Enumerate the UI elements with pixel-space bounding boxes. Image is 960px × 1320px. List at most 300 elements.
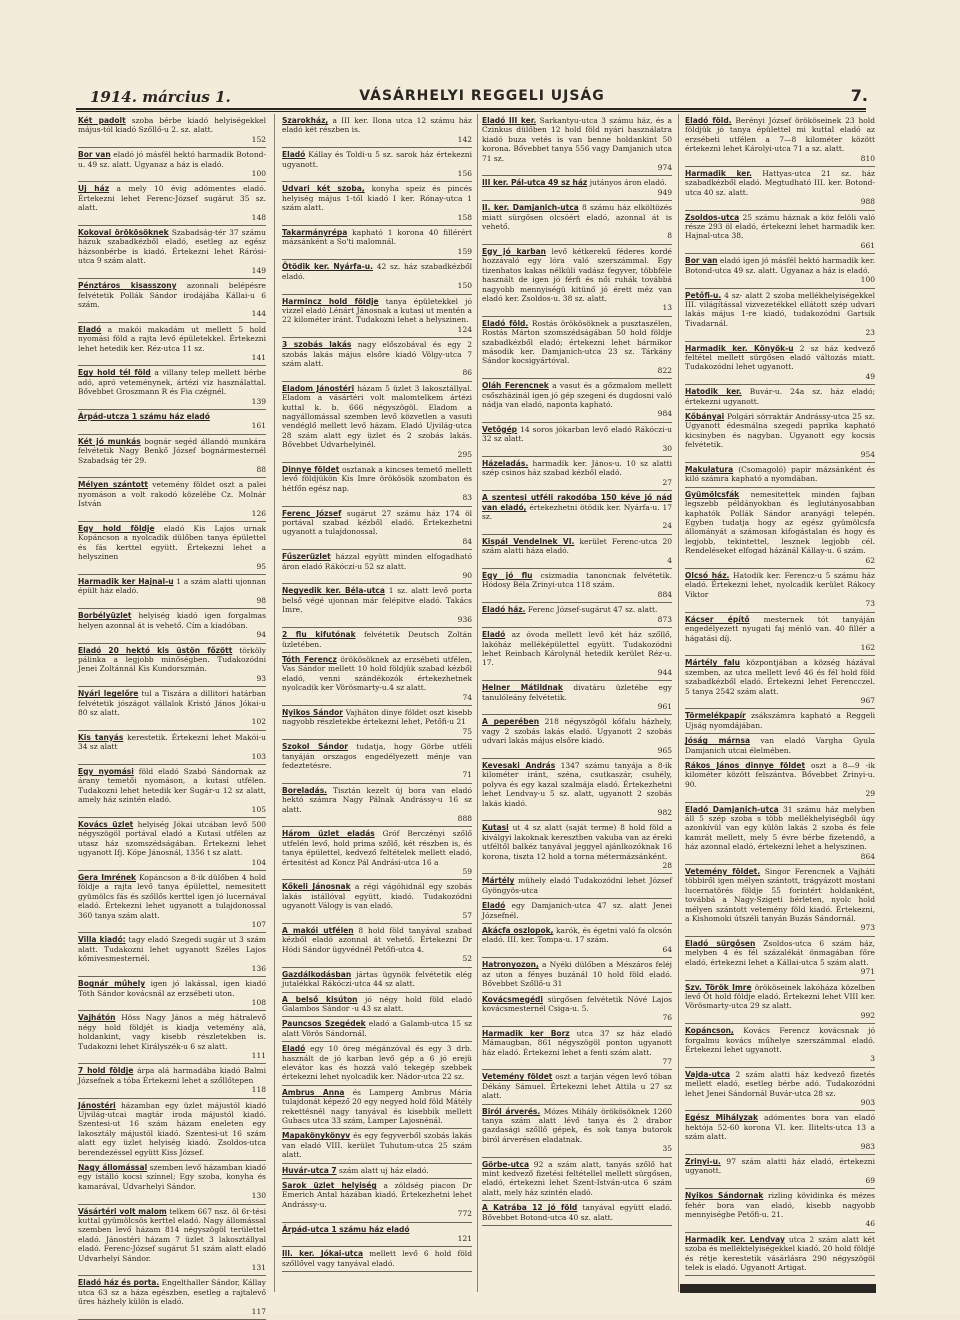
- ad-number: 86: [462, 368, 472, 378]
- classified-ad: [282, 226, 472, 260]
- ad-text: tanya épületekkel jó vizzel eladó Lénárt Jánosnak a kutasi ut mentén a 22 kilométer iránt. Tudakozni lehet a helyszinen.: [282, 296, 472, 325]
- classified-ad: [78, 279, 266, 323]
- ad-number: 974: [657, 163, 672, 173]
- classified-ad: [282, 740, 472, 784]
- ad-text: a III ker. Ilona utca 12 számu ház eladó két részben is.: [282, 116, 472, 135]
- ad-heading: Kopáncson,: [685, 1026, 734, 1036]
- ad-text: (Csomagoló) papir mázsánként és kiló számra kapható a nyomdában.: [685, 465, 876, 484]
- classified-ad: [685, 656, 875, 709]
- ad-text: a zöldség piacon Dr Emerich Antal házában kiadó. Értekezhetni lehet Andrássy-u.: [282, 1181, 472, 1209]
- ad-heading: Akácfa oszlopok,: [482, 926, 554, 936]
- ad-number: 108: [251, 997, 266, 1007]
- ad-heading: Udvari két szoba,: [282, 184, 365, 194]
- ad-heading: Kevesaki András: [482, 760, 556, 770]
- ad-heading: Pénztáros kisasszony: [78, 281, 177, 291]
- classified-ad: [78, 687, 266, 731]
- ad-text: oszt a tarján végen levő tóban Dékány Sámuel. Értekezni lehet Attila u 27 sz alatt.: [482, 1072, 673, 1101]
- classified-ad: [78, 182, 266, 226]
- ad-text: oszt a 8—9 -ik kilométer között felszántva. Bővebbet Zrinyi-u. 90.: [685, 760, 875, 789]
- ad-number: 103: [251, 751, 266, 761]
- ad-number: 59: [462, 867, 472, 877]
- ad-text: a vasut és a gőzmalom mellett csőszházinál igen jó gép szegeni és dugdosni való nádja van eladó, naponta kapható.: [482, 381, 672, 409]
- ad-number: 949: [657, 187, 672, 197]
- classified-ad: [78, 871, 266, 933]
- ad-heading: Negyedik ker. Béla-utca: [282, 586, 385, 596]
- ad-number: 88: [256, 465, 266, 474]
- classified-ad: [78, 1205, 266, 1277]
- classified-ad: [282, 784, 472, 828]
- ad-heading: Fűszerüzlet: [282, 552, 331, 562]
- ad-number: 117: [251, 1306, 266, 1316]
- ad-text: házzal együtt minden elfogadható áron eladó Rákóczi-u 52 sz alatt.: [282, 552, 472, 571]
- ad-text: és egy fegyverből szobás lakás van eladó VIII. kerület Tuhutum-utca 25 szám alatt.: [282, 1131, 473, 1160]
- ad-text: 1 sz. alatt levő porta belső végé ujonnan már felépitve eladó. Takács Imre.: [282, 586, 472, 615]
- ad-number: 100: [251, 169, 266, 179]
- ad-text: nagy előszobával és egy 2 szobás lakás május elsőre kiadó Völgy-utca 7 szám alatt.: [282, 340, 472, 368]
- classified-ad: [78, 435, 266, 479]
- classified-ad: [282, 1086, 472, 1130]
- classified-ad: [78, 522, 266, 575]
- ad-heading: Eladom Jánostéri: [282, 383, 355, 393]
- column-1: [78, 114, 267, 1316]
- ad-heading: Ferenc József: [282, 508, 342, 518]
- classified-ad: [685, 1024, 875, 1068]
- classified-ad: [685, 254, 875, 288]
- classified-ad: [482, 958, 672, 992]
- ad-text: Buvár-u. 24a sz. ház eladó; értekezni ugyanott.: [685, 387, 875, 406]
- ad-text: 1347 számu tanyája a 8-ik kilométer iránt, széna, csutkaszár, csuhély, polyva és egy kazal szalmája eladó. Értekezhetni lehet Lendvay-u 5 sz. alatt, ugyanott 2 szobás lakás kiadó.: [482, 760, 672, 808]
- classified-ad: [78, 765, 266, 818]
- classified-ad: [685, 167, 875, 211]
- ad-text: helyiség Jókai utcában levő 500 négyszögöl portával eladó a Kutasi utfélen az utasz ház szomszédságában. Értekezni lehet ugyanott Ifj. Kópe Jánosnál, 1356 t sz alatt.: [78, 820, 266, 858]
- ad-number: 49: [865, 371, 875, 381]
- ad-heading: Pauncsos Szegédek: [282, 1019, 366, 1029]
- ad-heading: Mélyen szántott: [78, 480, 148, 490]
- ad-heading: A peperében: [482, 717, 540, 727]
- ad-heading: A szentesi utféli rakodóba 150 kéve jó nád van eladó,: [482, 493, 672, 512]
- column-2: [282, 114, 472, 1292]
- ad-text: 31 számu ház melyben áll 5 szép szoba s több mellékhelyiségből úgy azonkívül van egy külön lakás 2 szoba és fele kamrát mellett, mely 5 évre bérbe fizetendő, a ház azonnal eladó, értekezni lehet a helyszinen.: [685, 804, 875, 852]
- classified-ad: [78, 226, 266, 279]
- ad-heading: A belső kisúton: [282, 994, 358, 1004]
- ad-number: 961: [657, 701, 672, 711]
- ad-number: 23: [865, 328, 875, 338]
- classified-ad: [282, 1247, 472, 1272]
- ad-text: Ferenc József-sugárut 47 sz. alatt.: [527, 605, 658, 615]
- ad-text: egy Damjanich-utca 47 sz. alatt Jenei Józsefnél.: [482, 901, 673, 920]
- ad-text: 218 négyszögöl kőfalu házhely, vagy 2 szobás lakás eladó. Ugyanott 2 szobás udvari lakás május elsőre kiadó.: [482, 717, 672, 746]
- ad-text: szoba bérbe kiadó helyiségekkel május-tól kiadó Szőllő-u 2. sz. alatt.: [78, 116, 266, 135]
- ad-heading: Jánostéri: [78, 1100, 116, 1110]
- ad-heading: Boreladás.: [282, 785, 328, 795]
- classified-ad: [78, 575, 266, 609]
- ad-text: jó négy hold föld eladó Galambos Sándor -u 43 sz alatt.: [282, 994, 472, 1013]
- classified-ad: [282, 968, 472, 993]
- classified-ad: [482, 317, 672, 379]
- classified-ad: [282, 382, 472, 463]
- ad-heading: Gera Imrének: [78, 873, 137, 883]
- classified-ad: [282, 260, 472, 294]
- ad-heading: Mártély falu: [685, 658, 740, 668]
- classified-ad: [685, 1111, 875, 1155]
- classified-ad: [282, 653, 472, 706]
- classified-ad: [78, 478, 266, 522]
- newspaper-title: VÁSÁRHELYI REGGELI UJSÁG: [359, 88, 605, 104]
- ad-text: Gróf Berczényi szőlő utfelén levő, hold prima szőlő, két részben is, és tanya épülettel, kedvező feltételek mellett eladó, értesitést ad Koncz Pál Andrási-utca 16 a: [282, 829, 472, 867]
- classified-ad: [685, 937, 875, 981]
- ad-heading: Ill. ker. Jókai-utca: [282, 1249, 364, 1259]
- classified-ad: [282, 338, 472, 382]
- classified-ad: [685, 759, 875, 803]
- ad-number: 142: [457, 134, 472, 144]
- ad-text: Tisztán kezelt új bora van eladó hektó számra Nagy Pálnak Andrássy-u 16 sz alatt.: [282, 785, 472, 814]
- ad-text: örökösöknek az erzsébeti utfélen, Vas Sándor mellett 10 hold földjük szabad kézből eladó, venni szándékozók értekezhetnek nyolcadik ker Vörösmarty-u.4 sz alatt.: [282, 654, 472, 693]
- classified-ad: [685, 613, 875, 657]
- ad-text: kerület Ferenc-utca 20 szám alatti háza eladó.: [482, 536, 672, 556]
- ad-text: nemesitettek minden fajban legszebb példányokban és leglutányosabban kaphatók Pollák Sándor aranyági telepén. Egyben tudatja hogy az egész gyümölcsfa állományát a számosan kifogástalan és hogy és legjobb, tekintettel, lesznek legjobb cél. Rendeléseket elfogad házánál Kállay-u. 6 szám.: [685, 489, 875, 556]
- ad-number: 62: [865, 555, 875, 565]
- ad-heading: Bognár műhely: [78, 979, 146, 989]
- ad-number: 107: [251, 920, 266, 930]
- ad-number: 144: [251, 309, 266, 319]
- ad-text: rizling kövidinka és mézes fehér bora van eladó, kisebb nagyobb mennyiségbe Petőfi-u. 21.: [685, 1191, 875, 1220]
- classified-ad: [482, 1201, 672, 1226]
- ad-number: 94: [256, 630, 266, 640]
- classified-ad: [482, 924, 672, 958]
- ad-number: 73: [865, 599, 875, 609]
- ad-number: 810: [860, 153, 875, 163]
- classified-ad: [78, 609, 266, 643]
- ad-text: zsákszámra kapható a Reggeli Ujság nyomdájában.: [685, 711, 875, 730]
- ad-heading: Eladó ház és porta.: [78, 1278, 160, 1288]
- ad-number: 95: [256, 561, 266, 571]
- ad-text: Vajháton dinye földet oszt kisebb nagyobb részletekbe értekezni lehet, Petőfi-u 21: [282, 707, 472, 727]
- ad-text: Berényi József örököseinek 23 hold földjük jó tanya épülettel mi kuttal eladó az erzsébeti utfélen a 7—8 kilométer között értekezni lehet Károlyi-utca 71 a sz. alatt.: [685, 116, 876, 154]
- ad-number: 29: [865, 789, 875, 799]
- ad-heading: Eladó sürgősen: [685, 938, 756, 948]
- ad-number: 90: [462, 571, 472, 581]
- classified-ad: [685, 865, 875, 937]
- classified-ad: [282, 1017, 472, 1042]
- ad-number: 131: [251, 1263, 266, 1273]
- ad-text: Singor Ferencnek a Vajháti többiről igen mélyen szántott, trágyázott mostani lucernatörés földje 55 forintért holdanként, továbbá a Nagy-Szigeti bérleten, nyolc hold mélyen szántott vetemény föld kiadó. Értekezni, a Kishomoki útszéli tanyán Buzás Sándornál.: [685, 867, 875, 924]
- ad-heading: Harmadik ker. Lendvay: [685, 1234, 785, 1244]
- ad-text: 8 számu ház elköltözés miatt sürgősen olcsóért eladó, azonnal át is vehető.: [482, 203, 672, 232]
- ad-number: 973: [860, 923, 875, 933]
- ad-heading: Kispál Vendelnek VI.: [482, 536, 575, 546]
- ad-heading: Kőkeli Jánosnak: [282, 882, 351, 892]
- ad-number: 100: [860, 275, 875, 285]
- ad-heading: Mapakönykönyv: [282, 1131, 351, 1141]
- ad-heading: Árpád-utcza 1 számu ház eladó: [78, 411, 210, 421]
- ad-number: 161: [251, 421, 266, 431]
- classified-ad: [685, 981, 875, 1025]
- ad-text: Zsoldos-utca 6 szám ház, melyben 4 és fél százalékát önmagában főre eladó, értekezni lehet a Kállai-utca 5 szám alatt.: [685, 938, 875, 967]
- ad-number: 141: [251, 352, 266, 362]
- ad-heading: Három üzlet eladás: [282, 829, 375, 839]
- classified-ad: [482, 821, 672, 874]
- ad-number: 8: [667, 231, 672, 241]
- ad-number: 118: [251, 1085, 266, 1095]
- masthead-rule-thin: [76, 111, 866, 112]
- classified-ad: [282, 1179, 472, 1223]
- ad-heading: Zrinyi-u.: [685, 1157, 721, 1166]
- ad-number: 156: [457, 169, 472, 179]
- ad-heading: Vajhátón: [78, 1013, 116, 1023]
- ad-text: 4 sz- alatt 2 szoba mellékhelyiségekkel III. világítással vizvezetékkel ellátott szép udvari lakás május 1-re kiadó, tudakozódni Gartsik Tivadarnál.: [685, 290, 875, 328]
- classified-ad: [282, 706, 472, 740]
- ad-heading: Kutasi: [482, 823, 509, 833]
- classified-ad: [78, 114, 266, 148]
- ad-heading: Oláh Ferencnek: [482, 381, 549, 391]
- ad-number: 35: [662, 1144, 672, 1154]
- classified-ad: [482, 114, 672, 176]
- ad-number: 988: [860, 197, 875, 207]
- classified-ad: [482, 899, 672, 924]
- ad-heading: Egy jó karban: [482, 246, 546, 256]
- ad-number: 104: [251, 857, 266, 867]
- ad-text: levő kétkerekű féderes kordé hozzávaló egy lóra való szerszámmal. Egy tizenhatos kakas nélküli vadász fegyver, többféle használt de igen jó férfi és női ruhák továbbá nagyobb mennyiségü kitünő jó érett méz van eladó ker. Zsoldos-u. 38 sz. alatt.: [482, 246, 672, 303]
- ad-heading: Árpád-utca 1 számu ház eladó: [282, 1224, 410, 1234]
- classified-ad: [282, 507, 472, 551]
- ad-text: Sarkantyu-utca 3 számu ház, és a Czinkus dülőben 12 hold föld nyári használatra kiadó buza vetés is van benne holdankint 50 korona. Bővebbet tanya 556 vagy Damjanich utca 71 sz.: [482, 116, 672, 163]
- ad-number: 295: [457, 449, 472, 459]
- ad-heading: Petőfi-u.: [685, 290, 722, 300]
- ad-heading: Biról árverés.: [482, 1106, 541, 1116]
- ad-number: 944: [657, 667, 672, 677]
- ad-number: 152: [251, 134, 266, 144]
- ad-text: tul a Tiszára a dillitori határban felvétetik jószágot vállalok Kristó János Jókai-u 80 sz alatt.: [78, 689, 267, 717]
- ad-number: 162: [860, 642, 875, 652]
- ad-number: 983: [860, 1141, 875, 1151]
- ad-text: felvétetik Deutsch Zoltán üzletében.: [282, 630, 472, 649]
- ad-heading: Eladó: [282, 1044, 306, 1054]
- ad-heading: Harmincz hold földje: [282, 296, 379, 306]
- ad-heading: A Katrába 12 jó föld: [482, 1203, 578, 1213]
- classified-ad: [482, 176, 672, 201]
- classified-ad: [482, 715, 672, 759]
- ad-text: és Lamperg Ambrus Mária tulajdonát képező 20 egy negyed hold föld Mátély rekettésnél nagy tanyával és kisebbik mellett Gubacs utca 33 szám, Lamper Lajosnénál.: [282, 1087, 472, 1125]
- classified-ad: [282, 114, 472, 148]
- ad-heading: III ker. Pál-utca 49 sz ház: [482, 178, 588, 188]
- ad-heading: Törmelékpapír: [685, 711, 746, 721]
- ad-text: 42 sz. ház szabadkézből eladó.: [282, 262, 472, 281]
- ad-number: 77: [662, 1056, 672, 1066]
- ad-number: 105: [251, 804, 266, 814]
- ad-heading: Szarokház,: [282, 116, 329, 125]
- ad-heading: A makói utfélen: [282, 926, 354, 936]
- ad-heading: Hatronyozon,: [482, 960, 539, 970]
- classified-ad: [78, 644, 266, 688]
- ad-heading: Eladó Damjanich-utca: [685, 804, 779, 814]
- ad-text: szám alatt uj ház eladó.: [339, 1165, 429, 1175]
- ad-number: 124: [457, 324, 472, 334]
- ad-heading: Harmadik ker Hajnal-u: [78, 577, 174, 587]
- ad-heading: Egy nyomási: [78, 766, 134, 776]
- ad-number: 76: [662, 1013, 672, 1023]
- ad-text: Mózes Mihály örökösöknek 1260 tanya szám alatt lévő tanya és 2 drabor gazdasági szőllő gépek, és sok tanya butorok biról árverésen eladatnak.: [482, 1106, 673, 1144]
- classified-ad: [78, 977, 266, 1011]
- ad-text: mühely eladó Tudakozódni lehet József Gyöngyös-utca: [482, 876, 673, 895]
- classified-ad: [482, 874, 672, 899]
- ad-heading: Eladó: [482, 630, 506, 640]
- ad-text: konyha speiz és pincés helyiség május 1-től kiadó I ker. Rónay-utca 1 szám alatt.: [282, 184, 472, 213]
- ad-heading: Sarok üzlet helyiség: [282, 1181, 377, 1190]
- ad-text: 92 a szám alatt, tanyás szőlő hat mint kedvező fizetési feltétellel mellett sürgősen, eladó, értekezni lehet Szent-István-utca 6 szám alatt, mely ház szintén eladó.: [482, 1159, 673, 1197]
- ad-text: eladó jó másfél hektó harmadik Botond-u. 49 sz. alatt. Ugyanaz a ház is eladó.: [78, 150, 266, 169]
- ad-number: 24: [662, 521, 672, 531]
- classified-ad: [482, 245, 672, 317]
- column-divider: [477, 114, 478, 1292]
- ad-text: 14 soros jókarban levő eladó Rákóczi-u 32 sz alatt.: [482, 424, 672, 444]
- ad-number: 822: [657, 365, 672, 375]
- ad-text: utca 37 sz ház eladó Mámaugban, 861 négyszögöl ponton ugyanott ház eladó. Értekezni lehet a fenti szám alatt.: [482, 1028, 672, 1057]
- ad-text: Hatodik ker. Ferencz-u 5 számu ház eladó. Értekezni lehet, nyolcadik kerület Rákocy Viktor: [685, 571, 875, 599]
- ad-heading: Vetemény földet: [482, 1072, 553, 1082]
- classified-ad: [282, 827, 472, 880]
- footer-bar: [680, 1284, 876, 1293]
- ad-number: 28: [662, 861, 672, 871]
- ad-text: telkem 667 nsz. öl 6r-tési kuttal gyümölcsös kerttel eladó. Nagy állomással szemben levő házam 814 négyszögöl területtel eladó. Jánostéri házam 7 üzlet 3 lakosztállyal eladó. Ferenc-József sugárut 51 szám alatt eladó Udvarhelyi Sándor.: [78, 1206, 266, 1263]
- ad-heading: Nagy állomással: [78, 1163, 148, 1172]
- ad-heading: Eladó III ker.: [482, 116, 537, 125]
- ad-number: 888: [457, 814, 472, 823]
- classified-ad: [685, 803, 875, 865]
- ad-text: 2 szám alatti ház kedvező fizetés mellett eladó, esetleg bérbe adó. Tudakozódni lehet Jenei Sándornál Buvár-utca 28 sz.: [685, 1069, 876, 1098]
- ad-number: 130: [251, 1191, 266, 1201]
- classified-ad: [685, 211, 875, 255]
- ad-heading: Dinnye földet: [282, 465, 340, 474]
- classified-ad: [685, 569, 875, 613]
- ad-number: 982: [657, 808, 672, 817]
- ad-heading: Harmadik ker. Könyök-u: [685, 343, 794, 353]
- ad-heading: Eladó ház.: [482, 605, 526, 615]
- classified-ad: [482, 1070, 672, 1104]
- ad-heading: Házeladás.: [482, 459, 529, 468]
- ad-text: a makói makadám ut mellett 5 hold nyomási föld a rajta levő épületekkel. Értekezni lehet hetedik ker. Réz-utca 11 sz.: [78, 324, 266, 353]
- classified-ad: [685, 488, 875, 569]
- ad-text: szemben levő házamban kiadó egy istálló kocsi színnel; Egy szoba, konyha és kamarával, Udvarhelyi Sándor.: [78, 1163, 266, 1191]
- ad-text: bognár segéd állandó munkára felvétetik Nagy Benkő József bognármesternél Szabadság tér 29.: [78, 436, 267, 465]
- ad-text: 97 szám alatti ház eladó, értekezni ugyanott.: [685, 1157, 875, 1176]
- ad-number: 139: [251, 396, 266, 406]
- classified-ad: [282, 584, 472, 628]
- ad-number: 46: [865, 1219, 875, 1229]
- ad-text: egy 10 öreg mégánzóval és egy 3 drb. használt de jó karban levő gép a 6 jó erejü elevátor kas és hozzá való tekegép szebbek értekezni lehet nyolcadik ker. Nádor-utca 22 sz.: [282, 1044, 472, 1082]
- ad-heading: Vetemény földet.: [685, 867, 761, 877]
- ad-text: mellett levő 6 hold föld szőllővel vagy tanyával eladó.: [282, 1249, 473, 1268]
- ad-heading: 3 szobás lakás: [282, 340, 352, 350]
- ad-heading: Villa kiadó:: [78, 935, 126, 945]
- ad-heading: Ambrus Anna: [282, 1087, 345, 1097]
- classified-ad: [78, 1011, 266, 1064]
- ad-number: 772: [457, 1209, 472, 1219]
- ad-text: házam 5 üzlet 3 lakosztállyal. Eladom a vásártéri volt malomtelkem ártézi kuttal k. b. 666 négyszögöl. Eladom a nagyállomással szemben levő közvetlen a vasuti vendéglő mellett levő házam. Eladó Ujvilág-utca 28 szám alatt egy üzlet és 2 szobás lakás. Bővebbet Udvarhelyinél.: [282, 383, 473, 450]
- ad-text: 2 sz ház kedvező feltétel mellett sürgősen eladó változás miatt. Tudakozódni lehet ugyanott.: [685, 343, 875, 372]
- ad-number: 992: [860, 1010, 875, 1020]
- ad-text: sugárut 27 számu ház 174 öl portával szabad kézből eladó. Értekezhetni ugyanott a tulajdonossal.: [282, 508, 473, 537]
- classified-ad: [482, 1105, 672, 1158]
- classified-ad: [685, 1233, 875, 1277]
- classified-ad: [282, 295, 472, 339]
- classified-ad: [685, 342, 875, 386]
- classified-ad: [78, 1064, 266, 1098]
- ad-heading: Hatodik ker.: [685, 387, 742, 397]
- ad-number: 158: [457, 212, 472, 222]
- ad-heading: Bor van: [685, 256, 718, 266]
- ad-heading: Görbe-utca: [482, 1159, 530, 1169]
- ad-text: Kopáncson a 8-ik dülőben 4 hold földje a rajta levő tanya épülettel, nemesitett gyümölcs fás és szőllős kerttel igen jó lucernával eladó. Értekezni lehet ugyanott a tulajdonossal 360 tanya szám alatt.: [78, 873, 266, 920]
- ad-heading: Olcsó ház.: [685, 571, 730, 581]
- ad-number: 57: [462, 910, 472, 920]
- classified-ad: [685, 1155, 875, 1189]
- ad-text: Rostás örökösöknek a pusztaszélen, Rostás Márton szomszédságában 50 hold földje szabadkézből eladó; értekezni lehet bármikor második ker. Damjanich-utca 23 sz. Tárkány Sándor kocsigyártóval.: [482, 318, 672, 366]
- ad-text: a Nyéki dülőben a Mészáros feléj az uton a fényes buzánál 10 hold föld eladó. Bővebbet Szőllő-u 31: [482, 960, 672, 989]
- ad-heading: Zsoldos-utca: [685, 212, 740, 222]
- classified-ad: [78, 731, 266, 765]
- ad-text: 25 számu háznak a köz felöli való része 293 öl eladó, értekezni lehet harmadik ker. Hajnal-utca 38.: [685, 212, 875, 241]
- ad-number: 903: [860, 1097, 875, 1107]
- classified-ad: [685, 385, 875, 410]
- classified-ad: [482, 993, 672, 1027]
- classified-ad: [282, 1164, 472, 1179]
- classified-ad: [482, 1158, 672, 1202]
- ad-number: 121: [457, 1234, 472, 1244]
- classified-ad: [482, 681, 672, 715]
- ad-text: osztanak a kincses temető mellett levő földjükön Kis Imre örökösök szombaton és hétfőn egész nap.: [282, 465, 472, 493]
- classified-ad: [282, 463, 472, 507]
- classified-ad: [482, 457, 672, 491]
- ad-heading: 2 flu kifutónak: [282, 630, 356, 640]
- classified-ad: [282, 1042, 472, 1086]
- ad-number: 3: [870, 1054, 875, 1064]
- ad-text: örököseinek lakóháza közelben levő Öt hold földje eladó. Értekezni lehet VIII ker. Vörösmarty-utca 29 sz alatt.: [685, 982, 875, 1011]
- classified-ad: [482, 535, 672, 569]
- classified-ad: [482, 759, 672, 821]
- classified-ad: [482, 603, 672, 628]
- classified-ad: [482, 491, 672, 535]
- classified-ad: [282, 993, 472, 1018]
- ad-heading: 7 hold földje: [78, 1066, 134, 1076]
- ad-text: föld eladó Szabó Sándornak az árany temetői nyomáson, a kutasi utfélen. Tudakozni lehet hetedik ker Sugár-u 12 sz alatt, amely ház szintén eladó.: [78, 766, 266, 805]
- classified-ad: [482, 379, 672, 423]
- classified-ad: [282, 148, 472, 182]
- ad-text: divatáru üzletébe egy tanulóleány felvétetik.: [482, 683, 672, 702]
- ad-heading: Eladó: [78, 324, 102, 334]
- ad-heading: Egy hold földje: [78, 524, 155, 534]
- classified-ad: [685, 734, 875, 759]
- ad-heading: Vetőgép: [482, 424, 518, 434]
- ad-heading: Bor van: [78, 150, 111, 160]
- ad-text: Polgári sörraktár Andrássy-utca 25 sz. Ugyanott édesmálna szegedi paprika kapható kicsinyben és nagyban. Ugyanott egy kocsis felvétetik.: [685, 411, 875, 450]
- ad-heading: Helner Mátildnak: [482, 683, 563, 693]
- column-3: [482, 114, 672, 1292]
- classified-ad: [78, 818, 266, 871]
- ad-text: jártas ügynök felvétetik elég jutalékkal Rákóczi-utca 44 sz alatt.: [282, 969, 472, 989]
- classified-ad: [282, 880, 472, 924]
- ad-heading: Kis tanyás: [78, 732, 124, 742]
- classified-ad: [482, 423, 672, 457]
- classified-ad: [482, 628, 672, 681]
- ad-number: 98: [256, 595, 266, 605]
- masthead-rule: [76, 108, 866, 110]
- ad-number: 936: [457, 614, 472, 624]
- ad-text: jutányos áron eladó.: [589, 178, 667, 188]
- ad-text: kapható 1 korona 40 fillérért mázsánként a So'ti malomnál.: [282, 228, 472, 247]
- classified-ad: [78, 1161, 266, 1205]
- ad-number: 84: [462, 536, 472, 546]
- ad-text: tagy eladó Szegedi sugár ut 3 szám alatt. Tudakozni lehet ugyanott Széles Lajos kőmivesmesternél.: [78, 935, 267, 964]
